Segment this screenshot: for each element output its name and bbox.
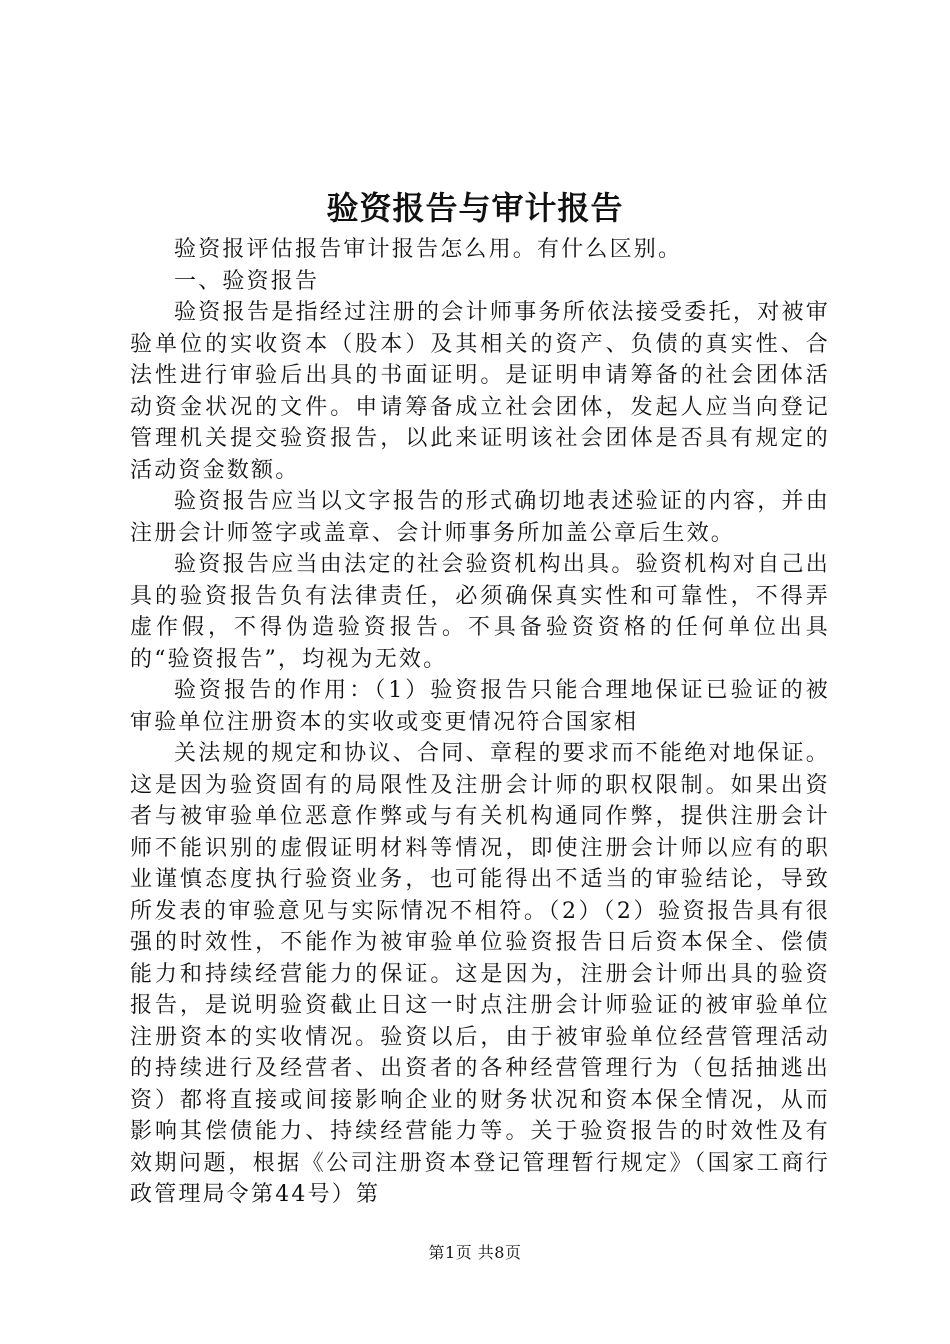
page-footer: 第1页 共8页 [428, 1243, 522, 1262]
paragraph-function: 验资报告的作用：（1）验资报告只能合理地保证已验证的被审验单位注册资本的实收或变更情况符合国家相 [130, 678, 830, 735]
section-heading-capital-verification: 一、验资报告 [174, 268, 320, 294]
paragraph-definition: 验资报告是指经过注册的会计师事务所依法接受委托，对被审验单位的实收资本（股本）及其相关的资产、负债的真实性、合法性进行审验后出具的书面证明。是证明申请筹备的社会团体活动资金状况的文件。申请筹备成立社会团体，发起人应当向登记管理机关提交验资报告，以此来证明该社会团体是否具有规定的活动资金数额。 [130, 300, 830, 483]
document-title: 验资报告与审计报告 [326, 189, 624, 227]
paragraph-limitations: 关法规的规定和协议、合同、章程的要求而不能绝对地保证。这是因为验资固有的局限性及注册会计师的职权限制。如果出资者与被审验单位恶意作弊或与有关机构通同作弊，提供注册会计师不能识别的虚假证明材料等情况，即使注册会计师以应有的职业谨慎态度执行验资业务，也可能得出不适当的审验结论，导致所发表的审验意见与实际情况不相符。（2）（2）验资报告具有很强的时效性，不能作为被审验单位验资报告日后资本保全、偿债能力和持续经营能力的保证。这是因为，注册会计师出具的验资报告，是说明验资截止日这一时点注册会计师验证的被审验单位注册资本的实收情况。验资以后，由于被审验单位经营管理活动的持续进行及经营者、出资者的各种经营管理行为（包括抽逃出资）都将直接或间接影响企业的财务状况和资本保全情况，从而影响其偿债能力、持续经营能力等。关于验资报告的时效性及有效期问题，根据《公司注册资本登记管理暂行规定》（国家工商行政管理局令第44号）第 [130, 741, 830, 1207]
document-body [130, 234, 830, 1211]
paragraph-intro-question: 验资报评估报告审计报告怎么用。有什么区别。 [174, 237, 683, 262]
paragraph-form: 验资报告应当以文字报告的形式确切地表述验证的内容，并由注册会计师签字或盖章、会计师事务所加盖公章后生效。 [130, 489, 830, 546]
paragraph-issuer: 验资报告应当由法定的社会验资机构出具。验资机构对自己出具的验资报告负有法律责任，必须确保真实性和可靠性，不得弄虚作假，不得伪造验资报告。不具备验资资格的任何单位出具的“验资报告”，均视为无效。 [130, 552, 830, 672]
